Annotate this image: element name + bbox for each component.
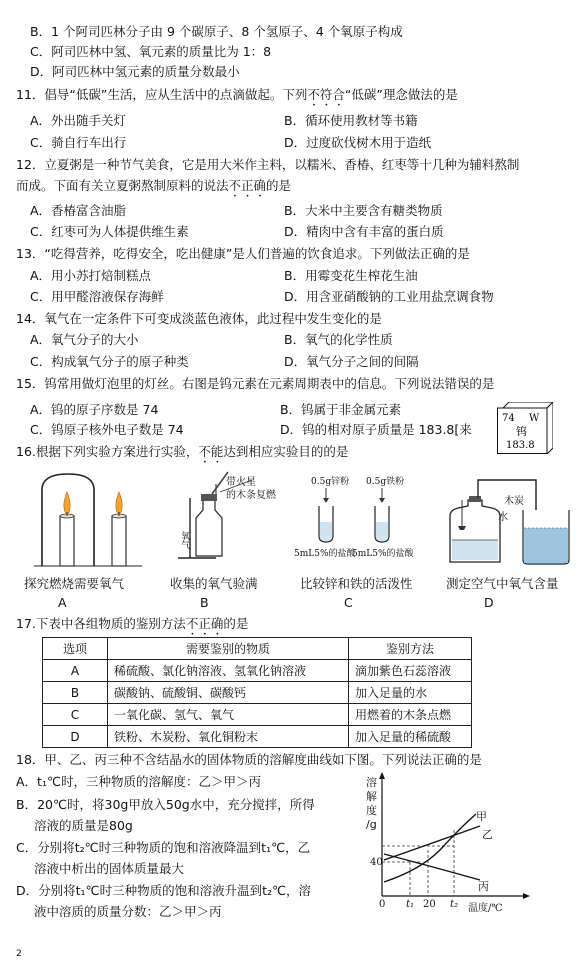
solubility-curve-figure xyxy=(360,770,530,916)
q17-table xyxy=(42,637,472,748)
table-header-row xyxy=(43,638,472,660)
q15-option-b: B．钨属于非金属元素 xyxy=(280,402,402,417)
element-mass: 183.8 xyxy=(506,440,535,451)
q14-option-b: B．氧气的化学性质 xyxy=(284,332,393,347)
graph-tick-t2: t₂ xyxy=(450,899,459,910)
q11-option-d: D．过度砍伐树木用于造纸 xyxy=(284,135,432,150)
table-header-cell: 选项 xyxy=(43,638,108,660)
graph-y-label: 溶 解 度 /g xyxy=(366,776,377,831)
curve-yi xyxy=(384,826,480,860)
table-row xyxy=(43,660,472,682)
figure-d-apparatus xyxy=(438,470,578,570)
table-cell: 铁粉、木炭粉、氧化铜粉末 xyxy=(108,726,349,748)
q11-option-a: A．外出随手关灯 xyxy=(30,113,127,128)
q15-option-c: C．钨原子核外电子数是 74 xyxy=(30,422,184,437)
table-row xyxy=(43,682,472,704)
table-cell: C xyxy=(43,704,108,726)
tungsten-element-card xyxy=(497,402,553,454)
q15-stem: 15．钨常用做灯泡里的灯丝。右图是钨元素在元素周期表中的信息。下列说法错误的是 xyxy=(16,376,495,391)
figure-c-caption: 比较锌和铁的活泼性 xyxy=(300,576,413,591)
q18-option-d-line2: 液中溶质的质量分数：乙＞甲＞丙 xyxy=(34,904,222,919)
q10-option-d: D．阿司匹林中氢元素的质量分数最小 xyxy=(30,64,240,79)
table-cell: 用燃着的木条点燃 xyxy=(349,704,472,726)
q14-stem: 14．氧气在一定条件下可变成淡蓝色液体，此过程中发生变化的是 xyxy=(16,311,382,326)
figure-c-top-label-2: 0.5g铁粉 xyxy=(366,477,405,487)
q11-option-b: B．循环使用教材等书籍 xyxy=(284,113,418,128)
q15-option-a: A．钨的原子序数是 74 xyxy=(30,402,159,417)
figure-d-caption: 测定空气中氧气含量 xyxy=(446,576,559,591)
figure-a-caption: 探究燃烧需要氧气 xyxy=(24,576,125,591)
q10-option-b: B．1 个阿司匹林分子由 9 个碳原子、8 个氢原子、4 个氧原子构成 xyxy=(30,24,403,39)
q10-option-c: C．阿司匹林中氢、氧元素的质量比为 1：8 xyxy=(30,44,272,59)
graph-x-label: 温度/℃ xyxy=(468,903,503,914)
q15-option-d: D．钨的相对原子质量是 183.8[来 xyxy=(280,422,472,437)
q12-option-c: C．红枣可为人体提供维生素 xyxy=(30,224,189,239)
graph-series-jia: 甲 xyxy=(476,810,487,823)
q16-stem: 16.根据下列实验方案进行实验，不能达到相应实验目的的是 xyxy=(16,444,349,459)
element-number: 74 xyxy=(502,413,515,424)
q18-option-d-line1: D．分别将t₁℃时三种物质的饱和溶液升温到t₂℃，溶 xyxy=(16,883,312,898)
figure-d-label-charcoal: 木炭 xyxy=(504,496,524,507)
q12-option-d: D．精肉中含有丰富的蛋白质 xyxy=(284,224,444,239)
q14-option-a: A．氧气分子的大小 xyxy=(30,332,139,347)
graph-series-bing: 丙 xyxy=(478,880,489,893)
q13-option-c: C．用甲醛溶液保存海鲜 xyxy=(30,289,164,304)
table-cell: B xyxy=(43,682,108,704)
figure-b-label-line1: 带火星 xyxy=(226,477,256,488)
table-cell: 稀硫酸、氯化钠溶液、氢氧化钠溶液 xyxy=(108,660,349,682)
figure-b-letter: B xyxy=(200,595,209,610)
q13-option-b: B．用霉变花生榨花生油 xyxy=(284,268,418,283)
graph-tick-t1: t₁ xyxy=(406,899,415,910)
figure-b-oxygen-label: 氧气 xyxy=(179,531,189,549)
graph-tick-0: 0 xyxy=(379,899,386,910)
graph-tick-20: 20 xyxy=(423,899,436,910)
q17-stem: 17.下表中各组物质的鉴别方法不正确的是 xyxy=(16,616,249,631)
figure-c-bottom-label-1: 5mL5%的盐酸 xyxy=(294,549,356,559)
q11-stem: 11．倡导“低碳”生活，应从生活中的点滴做起。下列不符合“低碳”理念做法的是 xyxy=(16,87,458,102)
figure-d-label-water: 水 xyxy=(498,512,508,523)
figure-c-bottom-label-2: 5mL5%的盐酸 xyxy=(352,549,414,559)
table-cell: D xyxy=(43,726,108,748)
figure-d-letter: D xyxy=(484,595,494,610)
page-number: 2 xyxy=(16,949,22,959)
figure-a-letter: A xyxy=(58,595,67,610)
q13-option-a: A．用小苏打焙制糕点 xyxy=(30,268,152,283)
table-cell: 滴加紫色石蕊溶液 xyxy=(349,660,472,682)
graph-tick-40: 40 xyxy=(370,857,383,868)
table-row xyxy=(43,704,472,726)
curve-jia xyxy=(384,814,476,882)
q12-stem-line2: 而成。下面有关立夏粥熬制原料的说法不正确的是 xyxy=(16,178,292,193)
q14-option-d: D．氧气分子之间的间隔 xyxy=(284,354,419,369)
q18-option-b-line2: 溶液的质量是80g xyxy=(34,818,133,833)
q12-option-a: A．香椿富含油脂 xyxy=(30,203,127,218)
q13-stem: 13．“吃得营养，吃得安全，吃出健康”是人们普遍的饮食追求。下列做法正确的是 xyxy=(16,246,470,261)
figure-c-letter: C xyxy=(344,595,353,610)
q12-stem-line1: 12．立夏粥是一种节气美食，它是用大米作主料，以糯米、香椿、红枣等十几种为辅料熬制 xyxy=(16,157,520,172)
table-header-cell: 鉴别方法 xyxy=(349,638,472,660)
table-cell: 碳酸钠、硫酸铜、碳酸钙 xyxy=(108,682,349,704)
table-cell: 一氧化碳、氢气、氧气 xyxy=(108,704,349,726)
q18-stem: 18．甲、乙、丙三种不含结晶水的固体物质的溶解度曲线如下图。下列说法正确的是 xyxy=(16,752,482,767)
element-name: 钨 xyxy=(516,425,527,438)
q18-option-c-line2: 溶液中析出的固体质量最大 xyxy=(34,861,185,876)
q18-option-c-line1: C．分别将t₂℃时三种物质的饱和溶液降温到t₁℃，乙 xyxy=(16,840,311,855)
figure-c-top-label-1: 0.5g锌粉 xyxy=(311,477,350,487)
q18-option-b-line1: B．20℃时，将30g甲放入50g水中，充分搅拌，所得 xyxy=(16,797,315,812)
figure-a-candles xyxy=(20,470,150,570)
table-cell: 加入足量的水 xyxy=(349,682,472,704)
figure-b-caption: 收集的氧气验满 xyxy=(170,576,258,591)
element-symbol: W xyxy=(529,413,540,424)
table-cell: 加入足量的稀硫酸 xyxy=(349,726,472,748)
table-cell: A xyxy=(43,660,108,682)
q11-option-c: C．骑自行车出行 xyxy=(30,135,127,150)
q12-option-b: B．大米中主要含有糖类物质 xyxy=(284,203,443,218)
table-row xyxy=(43,726,472,748)
q18-option-a: A．t₁℃时，三种物质的溶解度：乙＞甲＞丙 xyxy=(16,774,262,789)
table-header-cell: 需要鉴别的物质 xyxy=(108,638,349,660)
figure-b-label-line2: 的木条复燃 xyxy=(226,490,276,501)
q14-option-c: C．构成氧气分子的原子种类 xyxy=(30,354,189,369)
graph-series-yi: 乙 xyxy=(482,828,493,841)
q13-option-d: D．用含亚硝酸钠的工业用盐烹调食物 xyxy=(284,289,494,304)
